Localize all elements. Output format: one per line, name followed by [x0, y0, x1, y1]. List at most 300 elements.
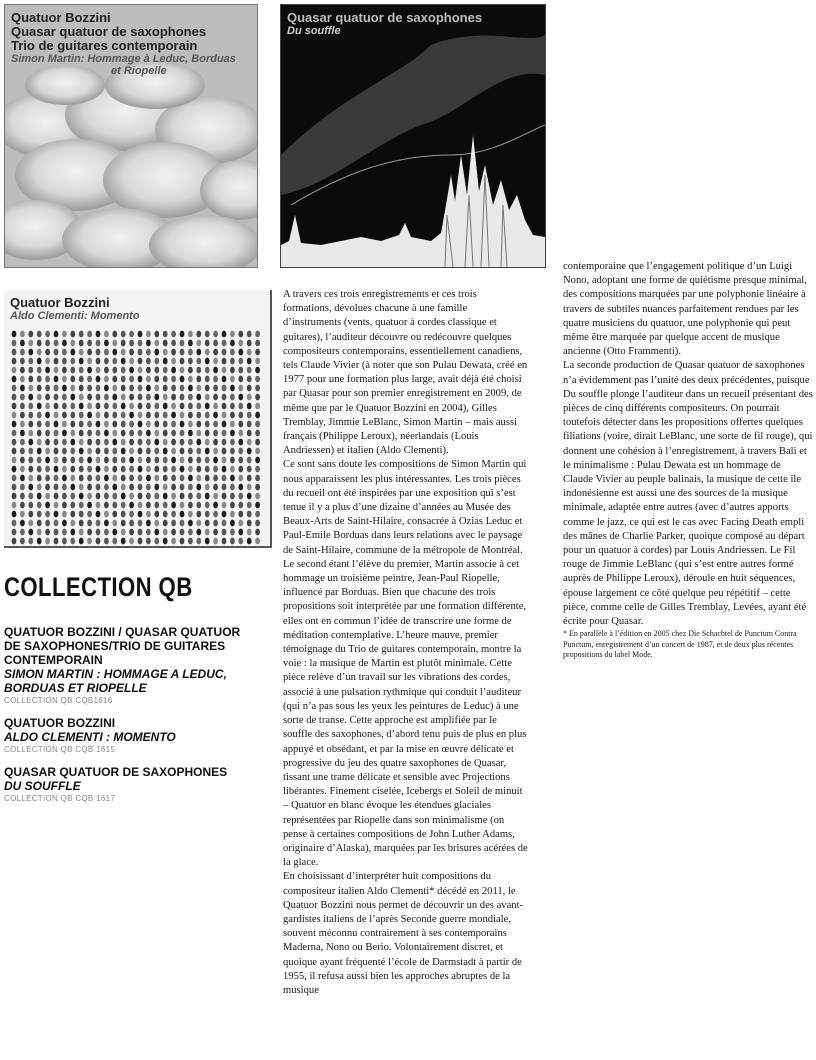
dot — [129, 466, 134, 473]
dot — [79, 457, 84, 464]
dot — [45, 394, 50, 401]
dot — [54, 475, 59, 482]
dot — [28, 358, 33, 365]
dot — [121, 349, 126, 356]
dot — [121, 457, 126, 464]
dot — [54, 484, 59, 491]
dot — [188, 457, 193, 464]
dot — [96, 367, 101, 374]
dot — [255, 466, 260, 473]
dot — [213, 340, 218, 347]
dot — [196, 511, 201, 518]
dot — [205, 502, 210, 509]
dot — [180, 511, 185, 518]
dot — [238, 403, 243, 410]
dot — [20, 376, 25, 383]
dot — [112, 340, 117, 347]
dot — [188, 502, 193, 509]
dot — [154, 511, 159, 518]
dot — [222, 457, 227, 464]
dot — [205, 484, 210, 491]
dot — [146, 457, 151, 464]
dot — [87, 421, 92, 428]
dot-pattern — [4, 326, 270, 548]
dot — [213, 421, 218, 428]
dot — [62, 466, 67, 473]
cover-title-line: Trio de guitares contemporain — [11, 38, 198, 53]
dot — [205, 439, 210, 446]
dot — [180, 358, 185, 365]
dot — [79, 367, 84, 374]
dot — [20, 349, 25, 356]
dot — [205, 493, 210, 500]
dot — [222, 520, 227, 527]
dot — [62, 448, 67, 455]
dot — [87, 439, 92, 446]
dot — [12, 394, 17, 401]
dot — [87, 475, 92, 482]
dot — [146, 349, 151, 356]
dot — [255, 457, 260, 464]
dot — [104, 376, 109, 383]
dot — [96, 331, 101, 338]
dot — [121, 502, 126, 509]
dot — [79, 520, 84, 527]
dot — [247, 340, 252, 347]
dot — [37, 421, 42, 428]
dot — [28, 412, 33, 419]
entry-title: QUATUOR BOZZINI — [4, 716, 116, 730]
dot — [180, 484, 185, 491]
dot — [138, 331, 143, 338]
dot — [222, 475, 227, 482]
dot — [255, 529, 260, 536]
dot — [28, 421, 33, 428]
dot — [104, 475, 109, 482]
dot — [87, 493, 92, 500]
dot — [129, 529, 134, 536]
dot — [104, 367, 109, 374]
dot — [79, 439, 84, 446]
cover-subtitle: Simon Martin: Hommage à Leduc, Borduas — [11, 53, 236, 65]
dot — [79, 394, 84, 401]
dot — [54, 466, 59, 473]
dot — [213, 511, 218, 518]
dot — [230, 430, 235, 437]
dot — [79, 385, 84, 392]
dot — [238, 448, 243, 455]
dot — [28, 349, 33, 356]
dot — [213, 502, 218, 509]
dot — [163, 349, 168, 356]
dot — [247, 520, 252, 527]
dot — [45, 331, 50, 338]
catalog-number: COLLECTION QB CQB 1617 — [4, 794, 116, 803]
dot — [222, 412, 227, 419]
dot — [28, 511, 33, 518]
article-paragraph: contemporaine que l’engagement politique d’un Luigi Nono, adoptant une forme de quiétisme presque minimal, des compositions marquées par une polyphonie linéaire à travers de subtiles nuances parfaitement rendues par les quatre musiciens du quatuor, une polyphonie qui peut même être marquée par quelque accent de musique ancienne (Otto Frammenti). — [563, 261, 807, 358]
dot — [96, 448, 101, 455]
dot — [28, 376, 33, 383]
dot — [79, 529, 84, 536]
dot — [146, 493, 151, 500]
dot — [247, 529, 252, 536]
dot — [163, 502, 168, 509]
dot — [129, 340, 134, 347]
dot — [222, 421, 227, 428]
dot — [54, 412, 59, 419]
dot — [154, 367, 159, 374]
dot — [37, 394, 42, 401]
dot — [70, 403, 75, 410]
dot — [205, 367, 210, 374]
dot — [238, 520, 243, 527]
dot — [154, 475, 159, 482]
dot — [180, 412, 185, 419]
dot — [247, 484, 252, 491]
dot — [196, 430, 201, 437]
dot — [222, 331, 227, 338]
dot — [121, 466, 126, 473]
dot — [104, 349, 109, 356]
dot — [37, 430, 42, 437]
dot — [20, 358, 25, 365]
dot — [146, 340, 151, 347]
dot — [20, 457, 25, 464]
dot — [96, 493, 101, 500]
dot — [154, 331, 159, 338]
dot — [129, 349, 134, 356]
dot — [70, 376, 75, 383]
dot — [171, 502, 176, 509]
dot — [238, 511, 243, 518]
dot — [121, 538, 126, 545]
dot — [121, 385, 126, 392]
dot — [121, 430, 126, 437]
dot — [222, 511, 227, 518]
dot — [196, 466, 201, 473]
dot — [112, 376, 117, 383]
dot — [171, 520, 176, 527]
dot — [196, 448, 201, 455]
dot — [238, 340, 243, 347]
dot — [62, 538, 67, 545]
dot — [188, 349, 193, 356]
dot — [238, 493, 243, 500]
dot — [37, 349, 42, 356]
dot — [112, 448, 117, 455]
dot — [79, 331, 84, 338]
dot — [54, 538, 59, 545]
dot — [96, 385, 101, 392]
dot — [62, 349, 67, 356]
dot — [213, 448, 218, 455]
dot — [163, 538, 168, 545]
dot — [180, 394, 185, 401]
dot — [112, 466, 117, 473]
dot — [112, 511, 117, 518]
dot — [196, 367, 201, 374]
dot — [28, 448, 33, 455]
dot — [138, 403, 143, 410]
dot — [222, 439, 227, 446]
dot — [238, 358, 243, 365]
dot — [70, 457, 75, 464]
dot — [255, 520, 260, 527]
dot — [146, 484, 151, 491]
dot — [54, 358, 59, 365]
dot — [79, 340, 84, 347]
dot — [146, 412, 151, 419]
dot — [180, 493, 185, 500]
cover-title-line: Quasar quatuor de saxophones — [287, 10, 483, 25]
dot — [247, 394, 252, 401]
dot — [96, 439, 101, 446]
dot — [213, 376, 218, 383]
dot — [196, 403, 201, 410]
dot — [255, 484, 260, 491]
dot — [12, 484, 17, 491]
dot — [70, 385, 75, 392]
dot — [37, 511, 42, 518]
dot — [180, 448, 185, 455]
dot — [96, 520, 101, 527]
collection-heading: COLLECTION QB — [4, 572, 193, 602]
dot — [79, 349, 84, 356]
dot — [213, 403, 218, 410]
dot — [37, 502, 42, 509]
dot — [180, 385, 185, 392]
dot — [54, 448, 59, 455]
dot — [87, 376, 92, 383]
dot — [171, 385, 176, 392]
dot — [247, 358, 252, 365]
dot — [70, 412, 75, 419]
dot — [247, 457, 252, 464]
dot — [188, 466, 193, 473]
dot — [87, 412, 92, 419]
dot — [171, 457, 176, 464]
dot — [129, 493, 134, 500]
dot — [180, 439, 185, 446]
dot — [112, 349, 117, 356]
dot — [121, 439, 126, 446]
dot — [87, 331, 92, 338]
dot — [62, 367, 67, 374]
dot — [171, 475, 176, 482]
dot — [20, 493, 25, 500]
cover-subtitle: Aldo Clementi: Momento — [10, 310, 140, 322]
dot — [230, 421, 235, 428]
dot — [62, 394, 67, 401]
dot — [213, 412, 218, 419]
dot — [146, 538, 151, 545]
dot — [121, 340, 126, 347]
article-column-1 — [283, 288, 528, 998]
dot — [230, 403, 235, 410]
dot — [205, 448, 210, 455]
dot — [62, 412, 67, 419]
dot — [222, 358, 227, 365]
dot — [129, 403, 134, 410]
dot — [62, 511, 67, 518]
dot — [20, 484, 25, 491]
dot — [213, 367, 218, 374]
dot — [230, 367, 235, 374]
dot — [20, 502, 25, 509]
dot — [213, 529, 218, 536]
dot — [180, 430, 185, 437]
dot — [87, 457, 92, 464]
dot — [62, 457, 67, 464]
dot — [112, 403, 117, 410]
dot — [45, 421, 50, 428]
dot — [255, 439, 260, 446]
dot — [163, 376, 168, 383]
dot — [163, 412, 168, 419]
dot — [87, 358, 92, 365]
dot — [104, 331, 109, 338]
dot — [138, 367, 143, 374]
dot — [163, 493, 168, 500]
dot — [20, 430, 25, 437]
dot — [230, 448, 235, 455]
dot — [129, 385, 134, 392]
dot — [96, 484, 101, 491]
dot — [238, 376, 243, 383]
dot — [129, 511, 134, 518]
dot — [112, 430, 117, 437]
dot — [28, 502, 33, 509]
dot — [222, 493, 227, 500]
dot — [188, 331, 193, 338]
dot — [163, 358, 168, 365]
dot — [28, 538, 33, 545]
footnote: * En parallèle à l’édition en 2005 chez Die Schachtel de Punctum Contra Punctum, enregistrement d’un concert de 1987, et de deux plus récentes propositions du label Mode. — [563, 629, 797, 660]
dot — [188, 475, 193, 482]
dot — [20, 385, 25, 392]
dot — [112, 475, 117, 482]
dot — [104, 493, 109, 500]
dot — [87, 340, 92, 347]
dot — [138, 457, 143, 464]
dot — [222, 430, 227, 437]
dot — [45, 529, 50, 536]
dot — [255, 511, 260, 518]
dot — [247, 403, 252, 410]
dot — [129, 448, 134, 455]
dot — [138, 493, 143, 500]
dot — [180, 421, 185, 428]
dot — [121, 367, 126, 374]
dot — [112, 520, 117, 527]
dot — [12, 511, 17, 518]
dot — [37, 358, 42, 365]
dot — [28, 340, 33, 347]
dot — [154, 439, 159, 446]
dot — [45, 520, 50, 527]
dot — [171, 403, 176, 410]
dot — [70, 466, 75, 473]
dot — [138, 430, 143, 437]
dot — [154, 394, 159, 401]
dot — [180, 457, 185, 464]
dot — [12, 502, 17, 509]
dot — [12, 520, 17, 527]
dot — [205, 466, 210, 473]
dot — [196, 340, 201, 347]
dot — [146, 475, 151, 482]
dot — [163, 466, 168, 473]
dot — [138, 376, 143, 383]
dot — [213, 475, 218, 482]
dot — [112, 493, 117, 500]
dot — [196, 484, 201, 491]
dot — [79, 502, 84, 509]
dot — [96, 457, 101, 464]
dot — [104, 403, 109, 410]
dot — [70, 439, 75, 446]
dot — [104, 448, 109, 455]
dot — [138, 511, 143, 518]
dot — [238, 394, 243, 401]
dot — [112, 484, 117, 491]
dot — [171, 529, 176, 536]
dot — [222, 349, 227, 356]
dot — [230, 439, 235, 446]
dot — [129, 421, 134, 428]
dot — [62, 376, 67, 383]
dot — [255, 412, 260, 419]
dot — [238, 385, 243, 392]
dot — [138, 358, 143, 365]
article-column-2 — [563, 260, 813, 661]
dot — [196, 376, 201, 383]
dot — [171, 421, 176, 428]
dot — [37, 493, 42, 500]
article-paragraph: Ce sont sans doute les compositions de Simon Martin qui nous apparaissent les plus intéressantes. Les trois pièces du recueil ont été inspirées par une exposition qui s’est tenue il y a plus d’une dizaine d’années au Musée des Beaux-Arts de Saint-Hilaire, consacrée à Ozias Leduc et Paul-Emile Borduas dans leurs relations avec le paysage de Saint-Hilaire, commune de la métropole de Montréal. Le second étant l’élève du premier, Martin associe à cet hommage un troisième peintre, Jean-Paul Riopelle, influencé par Borduas. Bien que chacune des trois propositions soit interprétée par une formation différente, elles ont en commun l’idée de transcrire une forme de méditation contemplative. L’heure mauve, premier témoignage du Trio de guitares contemporain, montre la voie : la musique de Martin est plutôt minimale. Cette pièce relève d’un travail sur les vibrations des cordes, associé à une pulsation rythmique qui conduit l’auditeur (qui n’a pas sous les yeux les peintures de Leduc) à une sorte de transe. Cette approche est amplifiée par le souffle des saxophones, d’abord tenu puis de plus en plus appuyé et obsédant, et par la mise en œuvre délicate et progressive du jeu des quatre saxophones de Quasar, tissant une trame délicate et sensible avec Projections libérantes. Finement ciselée, Icebergs et Soleil de minuit – Quatuor en blanc évoque les étendues glaciales représentées par Riopelle dans son minimalisme (on pense à certaines compositions de John Luther Adams, originaire d’Alaska), marquées par les brisures acérées de la glace. — [283, 459, 528, 869]
dot — [180, 538, 185, 545]
dot — [154, 466, 159, 473]
dot — [28, 367, 33, 374]
dot — [62, 385, 67, 392]
dot — [45, 502, 50, 509]
dot — [222, 538, 227, 545]
dot — [28, 439, 33, 446]
dot — [87, 511, 92, 518]
dot — [70, 349, 75, 356]
dot — [12, 385, 17, 392]
dot — [104, 511, 109, 518]
dot — [121, 475, 126, 482]
dot — [79, 430, 84, 437]
dot — [238, 466, 243, 473]
dot — [196, 538, 201, 545]
dot — [154, 529, 159, 536]
dot — [129, 358, 134, 365]
dot — [45, 475, 50, 482]
dot — [213, 466, 218, 473]
dot — [54, 421, 59, 428]
dot — [171, 439, 176, 446]
dot — [54, 457, 59, 464]
dot — [171, 331, 176, 338]
entry-title: QUATUOR BOZZINI / QUASAR QUATUOR — [4, 625, 241, 639]
dot — [104, 520, 109, 527]
dot — [129, 439, 134, 446]
dot — [12, 358, 17, 365]
dot — [213, 484, 218, 491]
